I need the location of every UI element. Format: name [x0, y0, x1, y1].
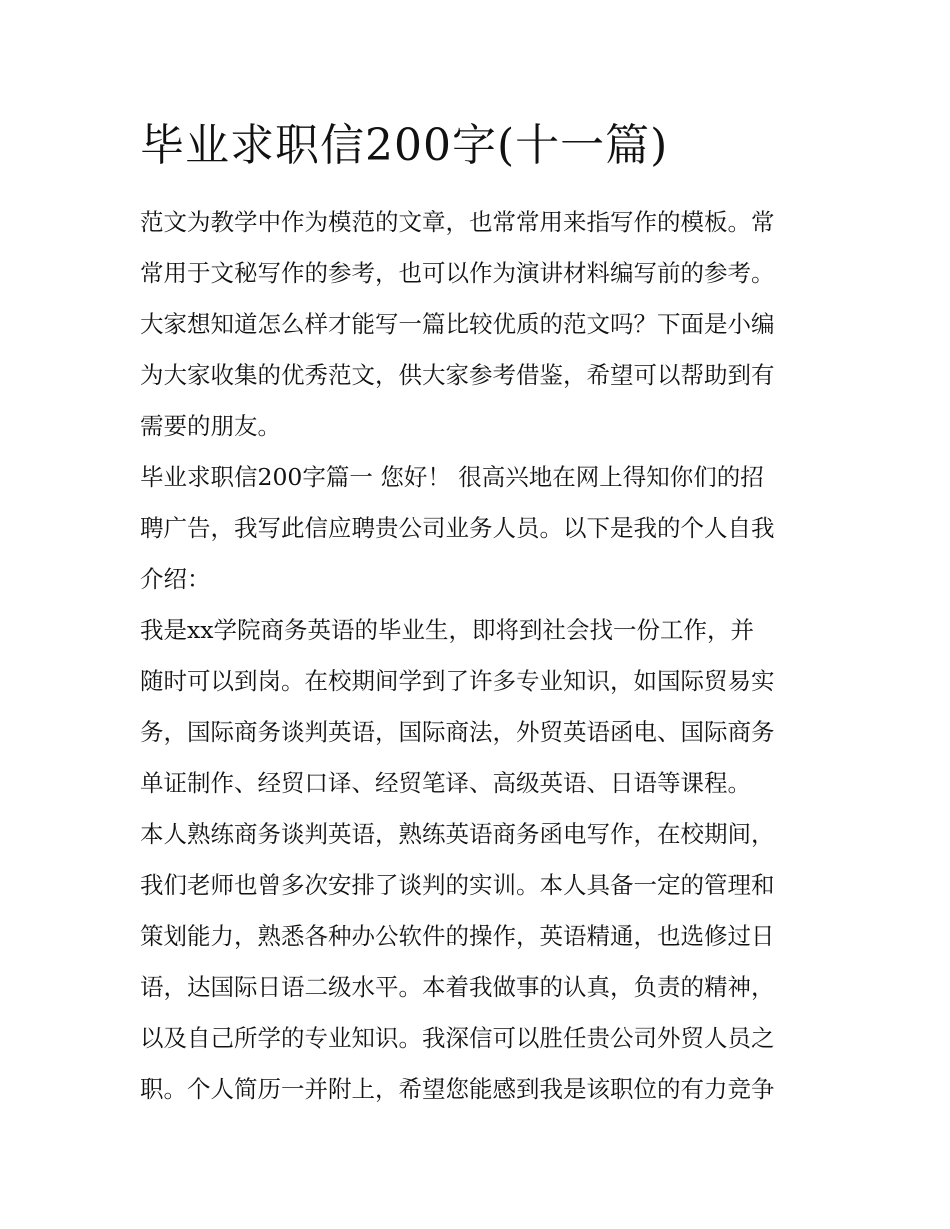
body-line: 策划能力，熟悉各种办公软件的操作，英语精通，也选修过日	[140, 922, 775, 950]
body-line: 职。个人简历一并附上，希望您能感到我是该职位的有力竞争	[140, 1075, 775, 1103]
body-line: 语，达国际日语二级水平。本着我做事的认真，负责的精神，	[140, 973, 775, 1001]
body-line: 大家想知道怎么样才能写一篇比较优质的范文吗？下面是小编	[140, 310, 775, 338]
body-line: 随时可以到岗。在校期间学到了许多专业知识，如国际贸易实	[140, 667, 775, 695]
body-line: 常用于文秘写作的参考，也可以作为演讲材料编写前的参考。	[140, 259, 775, 287]
body-line: 介绍：	[140, 565, 211, 593]
body-line: 以及自己所学的专业知识。我深信可以胜任贵公司外贸人员之	[140, 1024, 775, 1052]
body-line: 我是xx学院商务英语的毕业生，即将到社会找一份工作，并	[140, 616, 755, 644]
body-line: 聘广告，我写此信应聘贵公司业务人员。以下是我的个人自我	[140, 514, 775, 542]
body-line: 我们老师也曾多次安排了谈判的实训。本人具备一定的管理和	[140, 871, 775, 899]
body-line: 需要的朋友。	[140, 412, 281, 440]
document-title: 毕业求职信200字(十一篇)	[140, 120, 669, 171]
body-line: 为大家收集的优秀范文，供大家参考借鉴，希望可以帮助到有	[140, 361, 775, 389]
body-line: 毕业求职信200字篇一 您好！ 很高兴地在网上得知你们的招	[140, 463, 764, 491]
body-line: 单证制作、经贸口译、经贸笔译、高级英语、日语等课程。	[140, 769, 751, 797]
document-body	[140, 197, 812, 1115]
body-line: 范文为教学中作为模范的文章，也常常用来指写作的模板。常	[140, 208, 775, 236]
body-line: 本人熟练商务谈判英语，熟练英语商务函电写作，在校期间，	[140, 820, 775, 848]
body-line: 务，国际商务谈判英语，国际商法，外贸英语函电、国际商务	[140, 718, 775, 746]
